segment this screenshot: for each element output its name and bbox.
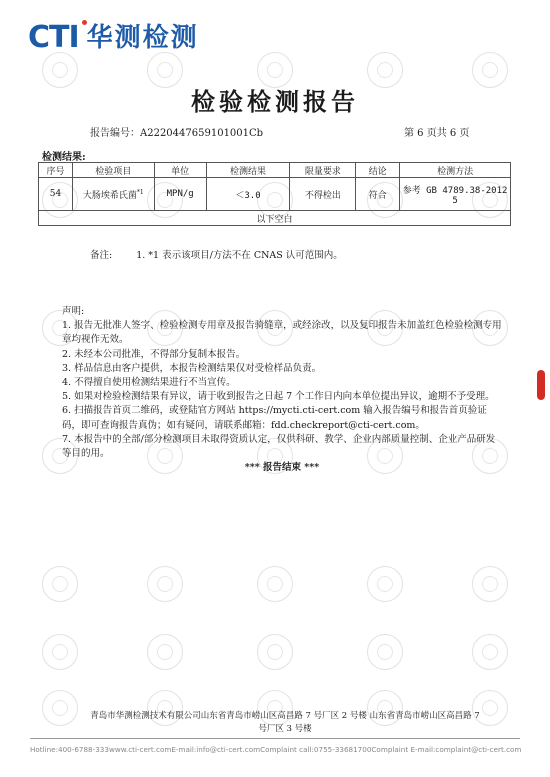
table-row xyxy=(39,178,511,211)
footer-website[interactable]: www.cti-cert.com xyxy=(108,745,172,754)
method-line: 5 xyxy=(452,195,458,206)
footer-hotline: Hotline:400-6788-333 xyxy=(30,745,109,754)
cell-no: 54 xyxy=(39,178,73,211)
seam-stamp-mark xyxy=(537,370,545,400)
results-label: 检测结果: xyxy=(42,152,86,163)
watermark-seal xyxy=(42,690,78,726)
footer-complaint-call: Complaint call:0755-33681700 xyxy=(260,745,372,754)
column-header: 检测方法 xyxy=(400,163,511,178)
logo-mark xyxy=(28,20,79,55)
declaration-item: 4. 不得擅自使用检测结果进行不当宣传。 xyxy=(62,377,236,389)
note-label: 备注: xyxy=(90,250,113,261)
report-title: 检验检测报告 xyxy=(191,87,359,116)
company-logo xyxy=(28,20,199,55)
watermark-seal xyxy=(147,634,183,670)
column-header: 检测结果 xyxy=(206,163,290,178)
watermark-seal xyxy=(367,634,403,670)
cell-unit: MPN/g xyxy=(154,178,206,211)
declaration xyxy=(62,305,502,475)
results-table xyxy=(38,162,511,226)
logo-dot-icon xyxy=(82,20,87,25)
footer-email[interactable]: E-mail:info@cti-cert.com xyxy=(171,745,261,754)
column-header: 单位 xyxy=(154,163,206,178)
watermark-seal xyxy=(367,566,403,602)
item-mark: *1 xyxy=(136,188,144,196)
logo-text: CTI xyxy=(28,20,79,55)
cell-result: ＜3.0 xyxy=(206,178,290,211)
column-header: 限量要求 xyxy=(290,163,356,178)
declaration-item: 1. 报告无批准人签字、检验检测专用章及报告骑缝章，或经涂改，以及复印报告未加盖红色检验检测专用章均视作无效。 xyxy=(62,320,502,346)
watermark-seal xyxy=(472,634,508,670)
declaration-item: 3. 样品信息由客户提供，本报告检测结果仅对受检样品负责。 xyxy=(62,362,322,374)
watermark-seal xyxy=(42,566,78,602)
report-number: 报告编号：A2220447659101001Cb xyxy=(90,128,264,139)
cell-limit: 不得检出 xyxy=(290,178,356,211)
footer xyxy=(30,745,520,754)
declaration-item: 7. 本报告中的全部/部分检测项目未取得资质认定，仅供科研、教学、企业内部质量控制、企业产品研发等目的用。 xyxy=(62,433,496,460)
declaration-item: 5. 如果对检验检测结果有异议，请于收到报告之日起 7 个工作日内向本单位提出异议，逾期不予受理。 xyxy=(62,391,495,403)
watermark-seal xyxy=(472,566,508,602)
logo-chinese-name: 华测检测 xyxy=(86,23,199,53)
column-header: 结论 xyxy=(356,163,400,178)
item-name: 大肠埃希氏菌 xyxy=(82,190,137,201)
blank-row xyxy=(39,211,511,226)
page-info: 第 6 页共 6 页 xyxy=(404,128,470,139)
report-end: *** 报告结束 *** xyxy=(244,462,320,474)
column-header: 检验项目 xyxy=(72,163,154,178)
declaration-item: 2. 未经本公司批准，不得部分复制本报告。 xyxy=(62,348,246,360)
watermark-seal xyxy=(42,634,78,670)
declaration-heading: 声明: xyxy=(62,306,85,317)
blank-row-text: 以下空白 xyxy=(39,211,511,226)
table-header-row xyxy=(39,163,511,178)
watermark-seal xyxy=(147,566,183,602)
footer-complaint-email[interactable]: Complaint E-mail:complaint@cti-cert.com xyxy=(371,745,522,754)
watermark-seal xyxy=(257,634,293,670)
cell-method xyxy=(400,178,511,211)
footer-divider xyxy=(30,738,520,739)
company-address: 青岛市华测检测技术有限公司山东省青岛市崂山区高昌路 7 号厂区 2 号楼 山东省青岛市崂山区高昌路 7 号厂区 3 号楼 xyxy=(90,711,480,734)
declaration-item: 6. 扫描报告首页二维码，或登陆官方网站 https://mycti.cti-cert.com 输入报告编号和报告首页验证码，即可查询报告真伪；如有疑问，请联系邮箱：fdd.checkreport@cti-cert.com。 xyxy=(62,405,487,431)
cell-conclusion: 符合 xyxy=(356,178,400,211)
watermark-seal xyxy=(257,566,293,602)
column-header: 序号 xyxy=(39,163,73,178)
note-text: 1. *1 表示该项目/方法不在 CNAS 认可范围内。 xyxy=(136,250,343,261)
method-line: 参考 GB 4789.38-2012 xyxy=(402,185,508,196)
note xyxy=(90,247,343,261)
cell-item xyxy=(72,178,154,211)
